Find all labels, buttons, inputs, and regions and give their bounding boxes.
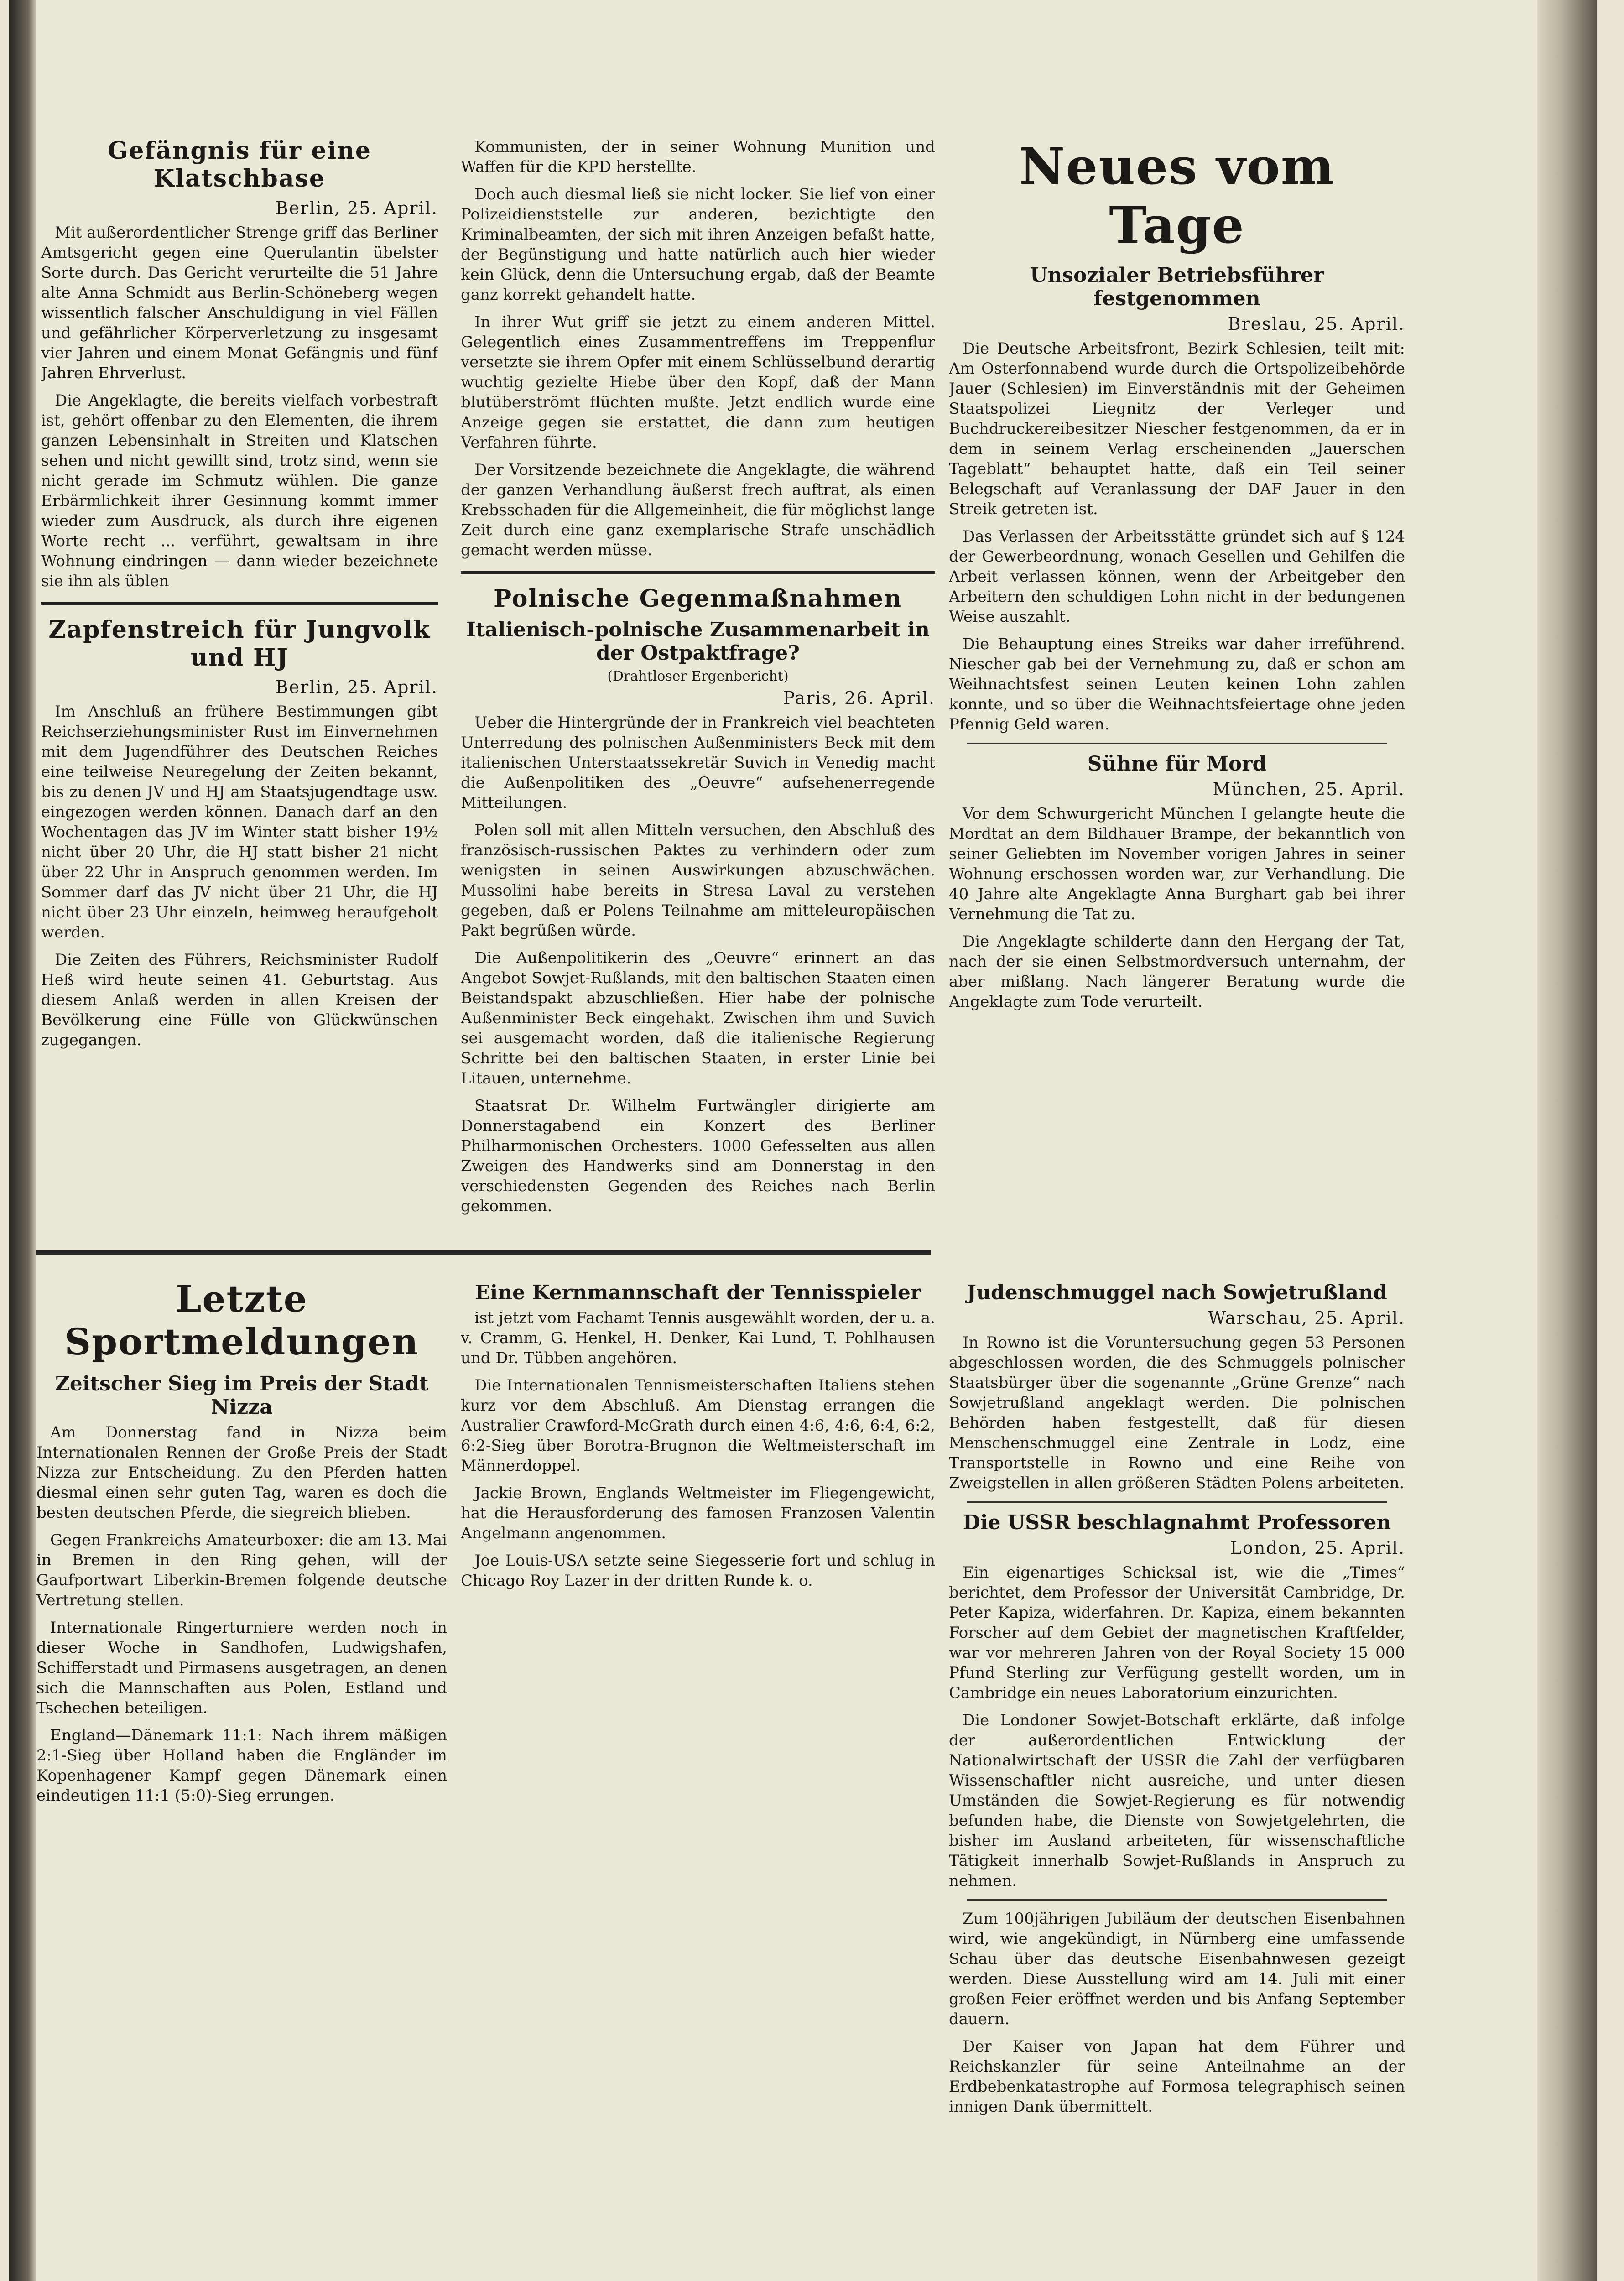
- paragraph: In Rowno ist die Voruntersuchung gegen 53 Personen abgeschlossen worden, die des Schmuggels polnischer Staatsbürger über die sogenannte „Grüne Grenze“ nach Sowjetrußland angeklagt werden. Die polnischen Behörden haben festgestellt, daß für diesen Menschenschmuggel eine Zentrale in Lodz, eine Transportstelle in Rowno und eine Reihe von Zweigstellen in allen größeren Städten Polens arbeiteten.: [949, 1333, 1405, 1492]
- source-note: (Drahtloser Ergenbericht): [607, 668, 789, 684]
- article-tennis: [461, 1277, 935, 1598]
- paragraph: In ihrer Wut griff sie jetzt zu einem anderen Mittel. Gelegentlich eines Zusammentreffens im Treppenflur versetzte sie ihrem Opfer mit einem Schlüsselbund derartig wuchtig gezielte Hiebe über den Kopf, daß der Mann blutüberströmt flüchten mußte. Jetzt endlich wurde eine Anzeige gegen sie erstattet, die dann zum heutigen Verfahren führte.: [461, 313, 935, 452]
- subheadline: Zeitscher Sieg im Preis der Stadt Nizza: [55, 1372, 429, 1419]
- paragraph: Joe Louis-USA setzte seine Siegesserie fort und schlug in Chicago Roy Lazer in der dritten Runde k. o.: [461, 1552, 935, 1590]
- headline: Polnische Gegenmaßnahmen: [494, 585, 902, 613]
- subheadline: Italienisch-polnische Zusammenarbeit in der Ostpaktfrage?: [466, 618, 930, 665]
- paragraph: Die Internationalen Tennismeisterschaften Italiens stehen kurz vor dem Abschluß. Am Dienstag errangen die Australier Crawford-McGrath durch einen 4:6, 4:6, 6:4, 6:2, 6:2-Sieg über Borotra-Brugnon die Weltmeisterschaft im Männerdoppel.: [461, 1376, 935, 1475]
- paragraph: Zum 100jährigen Jubiläum der deutschen Eisenbahnen wird, wie angekündigt, in Nürnberg eine umfassende Schau über das deutsche Eisenbahnwesen gezeigt werden. Diese Ausstellung wird am 14. Juli mit einer großen Feier eröffnet werden und bis Anfang September dauern.: [949, 1910, 1405, 2028]
- paragraph: Am Donnerstag fand in Nizza beim Internationalen Rennen der Große Preis der Stadt Nizza zur Entscheidung. Zu den Pferden hatten diesmal einen sehr guten Tag, waren es doch die besten deutschen Pferde, die siegreich blieben.: [36, 1423, 447, 1522]
- article-sport: [36, 1277, 447, 1813]
- paragraph: Kommunisten, der in seiner Wohnung Munition und Waffen für die KPD herstellte.: [461, 138, 935, 176]
- paragraph: Die Londoner Sowjet-Botschaft erklärte, daß infolge der außerordentlichen Entwicklung der Nationalwirtschaft der USSR die Zahl der verfügbaren Wissenschaftler nicht ausreiche, und unter diesen Umständen die Sowjet-Regierung es für notwendig befunden habe, die Dienste von Sowjetgelehrten, die bisher im Ausland arbeiteten, für wissenschaftliche Tätigkeit innerhalb Sowjet-Rußlands in Anspruch zu nehmen.: [949, 1711, 1405, 1890]
- headline: Sühne für Mord: [1087, 752, 1267, 776]
- paragraph: Das Verlassen der Arbeitsstätte gründet sich auf § 124 der Gewerbeordnung, wonach Gesellen und Gehilfen die Arbeit verlassen können, wenn der Arbeitgeber den Arbeitern den schuldigen Lohn nicht in der bedungenen Weise auszahlt.: [949, 527, 1405, 626]
- paragraph: Jackie Brown, Englands Weltmeister im Fliegengewicht, hat die Herausforderung des famosen Franzosen Valentin Angelmann angenommen.: [461, 1484, 935, 1542]
- dateline: München, 25. April.: [1213, 779, 1405, 799]
- paragraph: Vor dem Schwurgericht München I gelangte heute die Mordtat an dem Bildhauer Brampe, der bekanntlich von seiner Geliebten im November vorigen Jahres in seiner Wohnung erschossen worden war, zur Verhandlung. Die 40 Jahre alte Angeklagte Anna Burghart gab bei ihrer Vernehmung die Tat zu.: [949, 805, 1405, 923]
- paragraph: Staatsrat Dr. Wilhelm Furtwängler dirigierte am Donnerstagabend ein Konzert des Berliner Philharmonischen Orchesters. 1000 Gefesselten aus allen Zweigen des Handwerks sind am Donnerstag in den verschiedensten Gegenden des Reiches nach Berlin gekommen.: [461, 1097, 935, 1215]
- dateline: London, 25. April.: [1230, 1538, 1405, 1558]
- paragraph: England—Dänemark 11:1: Nach ihrem mäßigen 2:1-Sieg über Holland haben die Engländer im Kopenhagener Kampf gegen Dänemark einen eindeutigen 11:1 (5:0)-Sieg errungen.: [36, 1726, 447, 1805]
- article-continuation: [461, 137, 935, 1224]
- article-judenschmuggel: [949, 1277, 1405, 2124]
- paragraph: Die Zeiten des Führers, Reichsminister Rudolf Heß wird heute seinen 41. Geburtstag. Aus diesem Anlaß werden in allen Kreisen der Bevölkerung eine Fülle von Glückwünschen zugegangen.: [41, 951, 438, 1049]
- paragraph: Die Behauptung eines Streiks war daher irreführend. Niescher gab bei der Vernehmung zu, daß er schon am Weihnachtsfest seinen Leuten keinen Lohn zahlen konnte, und so über die Weihnachtsfeiertage ohne jeden Pfennig Geld waren.: [949, 635, 1405, 734]
- paragraph: Der Vorsitzende bezeichnete die Angeklagte, die während der ganzen Verhandlung äußerst frech auftrat, als einen Krebsschaden für die Allgemeinheit, die für möglichst lange Zeit durch eine ganz exemplarische Strafe unschädlich gemacht werden müsse.: [461, 461, 935, 559]
- paragraph: Die Außenpolitikerin des „Oeuvre“ erinnert an das Angebot Sowjet-Rußlands, mit den baltischen Staaten einen Beistandspakt abzuschließen. Hier habe der polnische Außenminister Beck eingehakt. Zwischen ihm und Suvich sei ausgemacht worden, daß die italienische Regierung Schritte bei den baltischen Staaten, in erster Linie bei Litauen, unternehme.: [461, 949, 935, 1088]
- article-neues-vom-tage: [949, 137, 1405, 1019]
- paragraph: Doch auch diesmal ließ sie nicht locker. Sie lief von einer Polizeidienststelle zur anderen, bezichtigte den Kriminalbeamten, der sich mit ihren Anzeigen befaßt hatte, der Begünstigung und hatte natürlich auch hier wieder kein Glück, denn die Untersuchung ergab, daß der Beamte ganz korrekt gehandelt hatte.: [461, 185, 935, 304]
- headline: Die USSR beschlagnahmt Professoren: [963, 1511, 1391, 1534]
- divider: [967, 1899, 1387, 1901]
- binding-edge: [1537, 0, 1597, 2281]
- paragraph: ist jetzt vom Fachamt Tennis ausgewählt worden, der u. a. v. Cramm, G. Henkel, H. Denker, Kai Lund, T. Pohlhausen und Dr. Tübben angehören.: [461, 1309, 935, 1367]
- paragraph: Die Angeklagte, die bereits vielfach vorbestraft ist, gehört offenbar zu den Elementen, die ihrem ganzen Lebensinhalt in Streiten und Klatschen sehen und nicht gewillt sind, trotz sind, wenn sie nicht gerade im Schmutz wühlen. Die ganze Erbärmlichkeit ihrer Gesinnung kommt immer wieder zum Ausdruck, als durch ihre eigenen Worte recht ... verführt, gewaltsam in ihre Wohnung eindringen — dann wieder bezeichnete sie ihn als üblen: [41, 391, 438, 590]
- subheadline: Unsozialer Betriebsführer festgenommen: [1030, 264, 1324, 310]
- paragraph: Die Angeklagte schilderte dann den Hergang der Tat, nach der sie einen Selbstmordversuch unternahm, der aber mißlang. Nach längerer Beratung wurde die Angeklagte zum Tode verurteilt.: [949, 932, 1405, 1011]
- article-gefaengnis: [41, 137, 438, 1057]
- divider: [461, 571, 935, 574]
- paragraph: Internationale Ringerturniere werden noch in dieser Woche in Sandhofen, Ludwigshafen, Schifferstadt und Pirmasens ausgetragen, an denen sich die Mannschaften aus Polen, Estland und Tschechen beteiligen.: [36, 1619, 447, 1717]
- paragraph: Die Deutsche Arbeitsfront, Bezirk Schlesien, teilt mit: Am Osterfonnabend wurde durch die Ortspolizeibehörde Jauer (Schlesien) im Einverständnis mit der Geheimen Staatspolizei Liegnitz der Verleger und Buchdruckereibesitzer Niescher festgenommen, da er in dem in seinem Verlag erscheinenden „Jauerschen Tageblatt“ behauptet hatte, daß ein Teil seiner Belegschaft auf Veranlassung der DAF Jauer in den Streik getreten ist.: [949, 339, 1405, 518]
- section-divider: [36, 1250, 931, 1255]
- divider: [41, 602, 438, 605]
- divider: [967, 1501, 1387, 1503]
- section-title: Letzte Sportmeldungen: [64, 1277, 419, 1363]
- headline: Judenschmuggel nach Sowjetrußland: [967, 1281, 1387, 1304]
- paragraph: Der Kaiser von Japan hat dem Führer und Reichskanzler für seine Anteilnahme an der Erdbebenkatastrophe auf Formosa telegraphisch seinen innigen Dank übermittelt.: [949, 2037, 1405, 2116]
- dateline: Berlin, 25. April.: [275, 198, 438, 218]
- paragraph: Im Anschluß an frühere Bestimmungen gibt Reichserziehungsminister Rust im Einvernehmen mit dem Jugendführer des Deutschen Reiches eine teilweise Neuregelung der Zeiten bekannt, bis zu denen JV und HJ am Staatsjugendtage usw. eingezogen werden können. Danach darf an den Wochentagen das JV im Winter statt bisher 19½ nicht über 20 Uhr, die HJ statt bisher 21 nicht über 22 Uhr in Anspruch genommen werden. Im Sommer darf das JV nicht über 21 Uhr, die HJ nicht über 23 Uhr einzeln, heimweg heraufgeholt werden.: [41, 703, 438, 942]
- dateline: Breslau, 25. April.: [1228, 314, 1405, 334]
- paragraph: Ueber die Hintergründe der in Frankreich viel beachteten Unterredung des polnischen Außenministers Beck mit dem italienischen Unterstaatssekretär Suvich in Venedig macht die Außenpolitiken des „Oeuvre“ aufsehenerregende Mitteilungen.: [461, 713, 935, 812]
- headline: Gefängnis für eine Klatschbase: [107, 137, 372, 193]
- dateline: Berlin, 25. April.: [275, 677, 438, 697]
- paragraph: Polen soll mit allen Mitteln versuchen, den Abschluß des französisch-russischen Paktes zu verhindern oder zum wenigsten in seinen Auswirkungen abzuschwächen. Mussolini habe bereits in Stresa Laval zu verstehen gegeben, daß er Polens Teilnahme am mitteleuropäischen Pakt begrüßen würde.: [461, 821, 935, 940]
- paragraph: Gegen Frankreichs Amateurboxer: die am 13. Mai in Bremen in den Ring gehen, will der Gaufportwart Liberkin-Bremen folgende deutsche Vertretung stellen.: [36, 1531, 447, 1609]
- newspaper-page: [9, 0, 1597, 2281]
- dateline: Paris, 26. April.: [783, 688, 935, 708]
- subheadline: Eine Kernmannschaft der Tennisspieler: [474, 1281, 921, 1304]
- headline: Zapfenstreich für Jungvolk und HJ: [48, 616, 431, 672]
- section-title: Neues vom Tage: [1019, 137, 1335, 255]
- paragraph: Mit außerordentlicher Strenge griff das Berliner Amtsgericht gegen eine Querulantin übelster Sorte durch. Das Gericht verurteilte die 51 Jahre alte Anna Schmidt aus Berlin-Schöneberg wegen wissentlich falscher Anschuldigung in viel Fällen und gefährlicher Körperverletzung zu insgesamt vier Jahren und einem Monat Gefängnis und fünf Jahren Ehrverlust.: [41, 224, 438, 382]
- divider: [967, 743, 1387, 744]
- paragraph: Ein eigenartiges Schicksal ist, wie die „Times“ berichtet, dem Professor der Universität Cambridge, Dr. Peter Kapiza, widerfahren. Dr. Kapiza, einem bekannten Forscher auf dem Gebiet der magnetischen Kraftfelder, war vor mehreren Jahren von der Royal Society 15 000 Pfund Sterling zur Verfügung gestellt worden, um in Cambridge ein neues Laboratorium einzurichten.: [949, 1563, 1405, 1702]
- dateline: Warschau, 25. April.: [1208, 1308, 1405, 1328]
- previous-page-edge: [9, 0, 36, 2281]
